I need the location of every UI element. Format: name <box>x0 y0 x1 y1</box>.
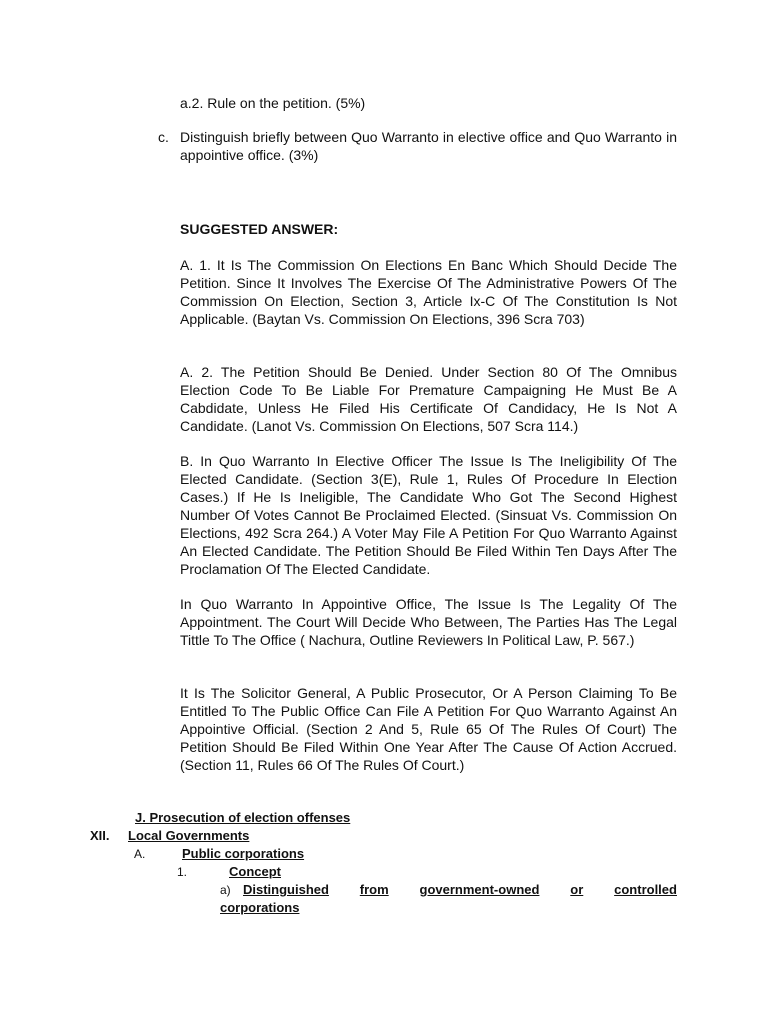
outline-1-marker: 1. <box>177 865 188 879</box>
answer-b: B. In Quo Warranto In Elective Officer The Issue Is The Ineligibility Of The Elected Candidate. (Section 3(E), Rule 1, Rules Of Procedure In Election Cases.) If He Is Ineligible, The Candidate Who Got The Second Highest Number Of Votes Cannot Be Proclaimed Elected. (Sinsuat Vs. Commission On Elections, 492 Scra 264.) A Voter May File A Petition For Quo Warranto Against An Elected Candidate. The Petition Should Be Filed Within Ten Days After The Proclamation Of The Elected Candidate. <box>180 453 677 577</box>
word: controlled <box>614 882 677 897</box>
outline-j-heading: J. Prosecution of election offenses <box>135 810 351 825</box>
answer-a1: A. 1. It Is The Commission On Elections En Banc Which Should Decide The Petition. Since It Involves The Exercise Of The Administrative Powers Of The Commission On Election, Section 3, Article Ix-C Of The Constitution Is Not Applicable. (Baytan Vs. Commission On Elections, 396 Scra 703) <box>180 257 677 327</box>
answer-appointive: In Quo Warranto In Appointive Office, The Issue Is The Legality Of The Appointment. The Court Will Decide Who Between, The Parties Has The Legal Tittle To The Office ( Nachura, Outline Reviewers In Political Law, P. 567.) <box>180 596 677 648</box>
outline-a-title: Public corporations <box>182 846 305 861</box>
outline-a-marker: A. <box>134 847 146 861</box>
item-c <box>158 128 677 164</box>
word: or <box>570 882 584 897</box>
answer-solicitor: It Is The Solicitor General, A Public Prosecutor, Or A Person Claiming To Be Entitled To The Public Office Can File A Petition For Quo Warranto Against An Appointive Official. (Section 2 And 5, Rule 65 Of The Rules Of Court) The Petition Should Be Filed Within One Year After The Cause Of Action Accrued. (Section 11, Rules 66 Of The Rules Of Court.) <box>180 685 677 773</box>
item-c-text: Distinguish briefly between Quo Warranto in elective office and Quo Warranto in appointive office. (3%) <box>180 129 677 163</box>
item-c-marker: c. <box>158 129 169 145</box>
suggested-answer-heading: SUGGESTED ANSWER: <box>180 221 339 237</box>
word: government-owned <box>419 882 540 897</box>
word: from <box>359 882 389 897</box>
outline-xii-title: Local Governments <box>128 828 250 843</box>
outline-a-sub-line2: corporations <box>220 900 300 915</box>
outline-a-sub-line1 <box>243 881 677 899</box>
word: Distinguished <box>243 882 329 897</box>
outline-a-sub-marker: a) <box>220 883 231 897</box>
answer-a2: A. 2. The Petition Should Be Denied. Under Section 80 Of The Omnibus Election Code To Be Liable For Premature Campaigning He Must Be A Cabdidate, Unless He Filed His Certificate Of Candidacy, He Is Not A Candidate. (Lanot Vs. Commission On Elections, 507 Scra 114.) <box>180 364 677 434</box>
outline-xii-marker: XII. <box>90 828 110 843</box>
outline-1-title: Concept <box>229 864 281 879</box>
item-a2: a.2. Rule on the petition. (5%) <box>180 95 366 111</box>
